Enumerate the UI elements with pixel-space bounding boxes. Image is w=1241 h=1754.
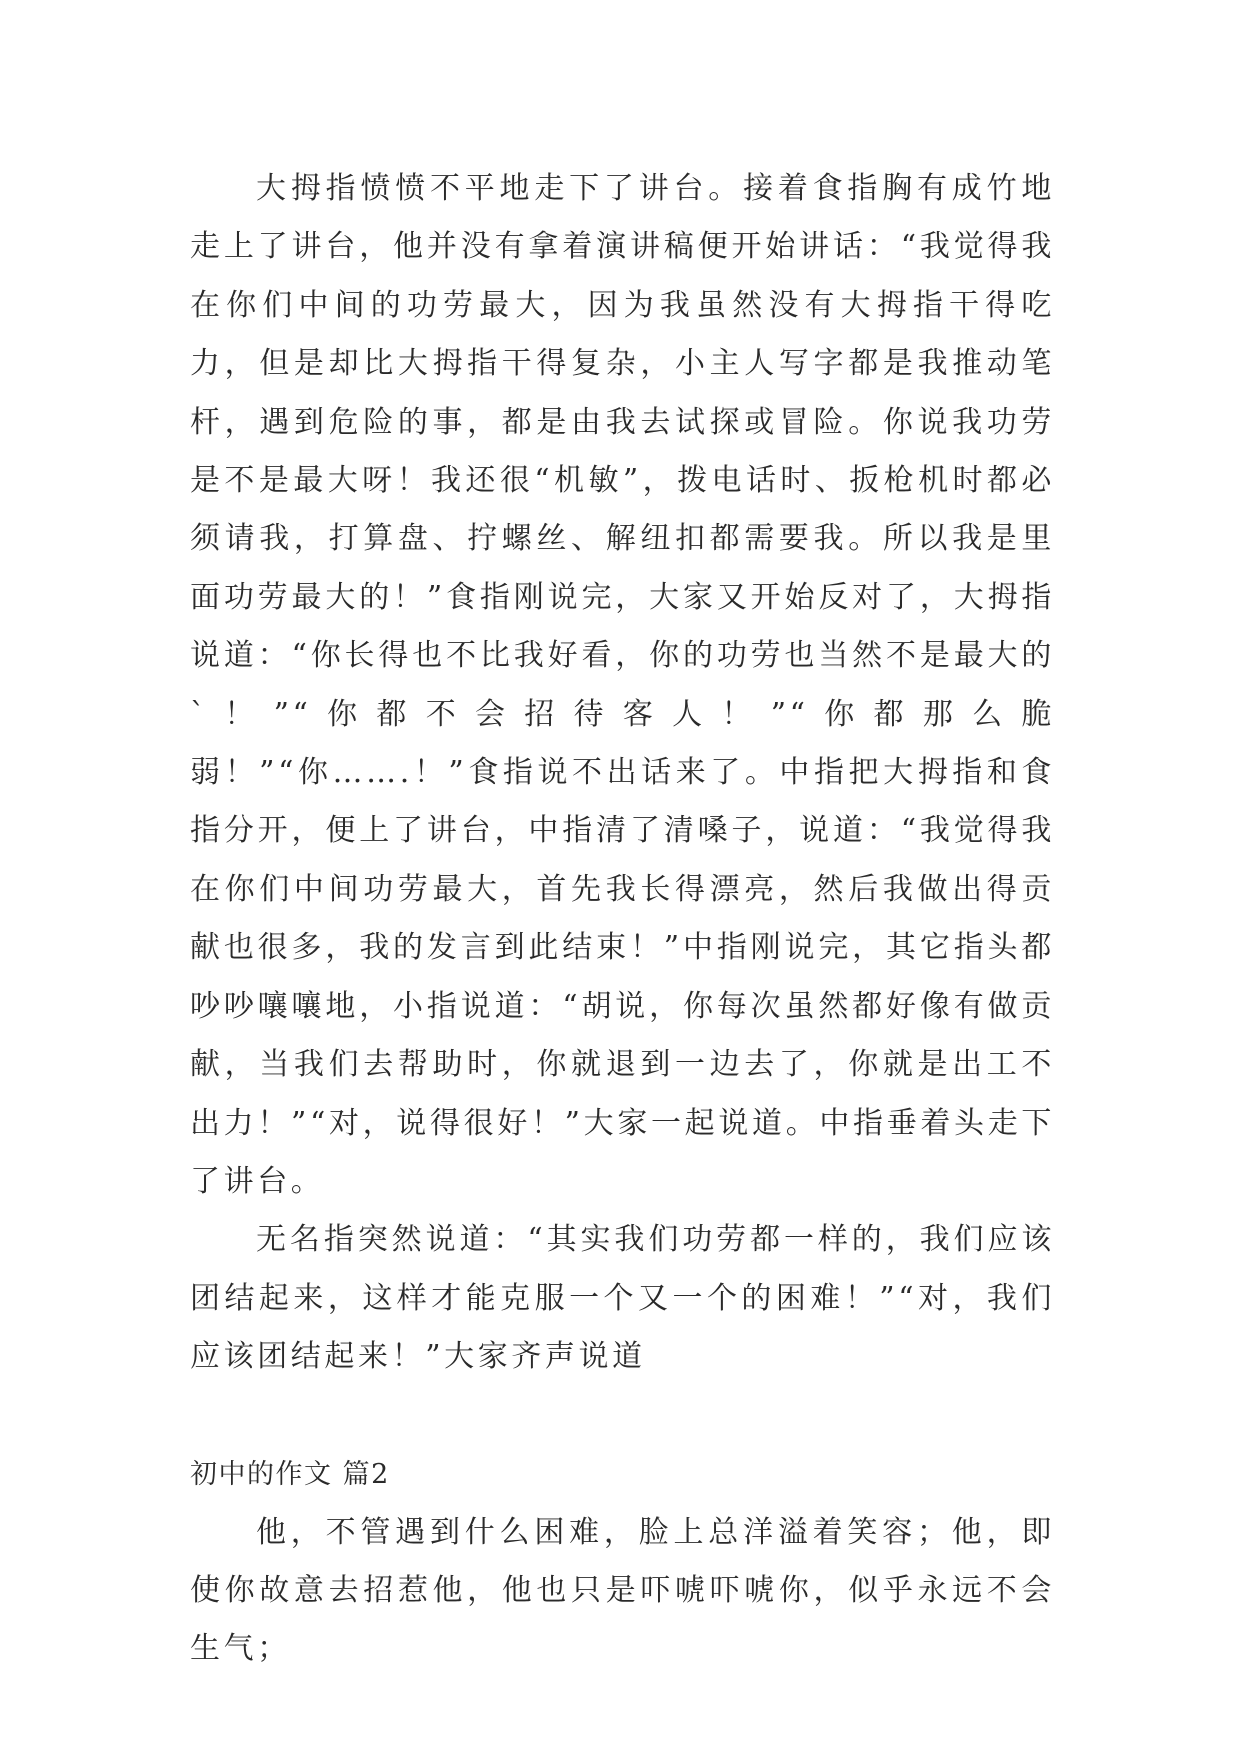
- section-paragraph-1: 他，不管遇到什么困难，脸上总洋溢着笑容；他，即使你故意去招惹他，他也只是吓唬吓唬你，似乎永远不会生气；: [190, 1514, 1055, 1667]
- body-paragraph-2: 无名指突然说道：“其实我们功劳都一样的，我们应该团结起来，这样才能克服一个又一个的困难！”“对，我们应该团结起来！”大家齐声说道: [190, 1222, 1055, 1375]
- document-page: [190, 160, 1055, 1679]
- body-paragraph-1: 大拇指愤愤不平地走下了讲台。接着食指胸有成竹地走上了讲台，他并没有拿着演讲稿便开始讲话：“我觉得我在你们中间的功劳最大，因为我虽然没有大拇指干得吃力，但是却比大拇指干得复杂，小主人写字都是我推动笔杆，遇到危险的事，都是由我去试探或冒险。你说我功劳是不是最大呀！我还很“机敏”，拨电话时、扳枪机时都必须请我，打算盘、拧螺丝、解纽扣都需要我。所以我是里面功劳最大的！”食指刚说完，大家又开始反对了，大拇指说道：“你长得也不比我好看，你的功劳也当然不是最大的`！”“你都不会招待客人！”“你都那么脆弱！”“你…….！”食指说不出话来了。中指把大拇指和食指分开，便上了讲台，中指清了清嗓子，说道：“我觉得我在你们中间功劳最大，首先我长得漂亮，然后我做出得贡献也很多，我的发言到此结束！”中指刚说完，其它指头都吵吵嚷嚷地，小指说道：“胡说，你每次虽然都好像有做贡献，当我们去帮助时，你就退到一边去了，你就是出工不出力！”“对，说得很好！”大家一起说道。中指垂着头走下了讲台。: [190, 171, 1055, 1199]
- section-heading: 初中的作文 篇2: [190, 1458, 390, 1490]
